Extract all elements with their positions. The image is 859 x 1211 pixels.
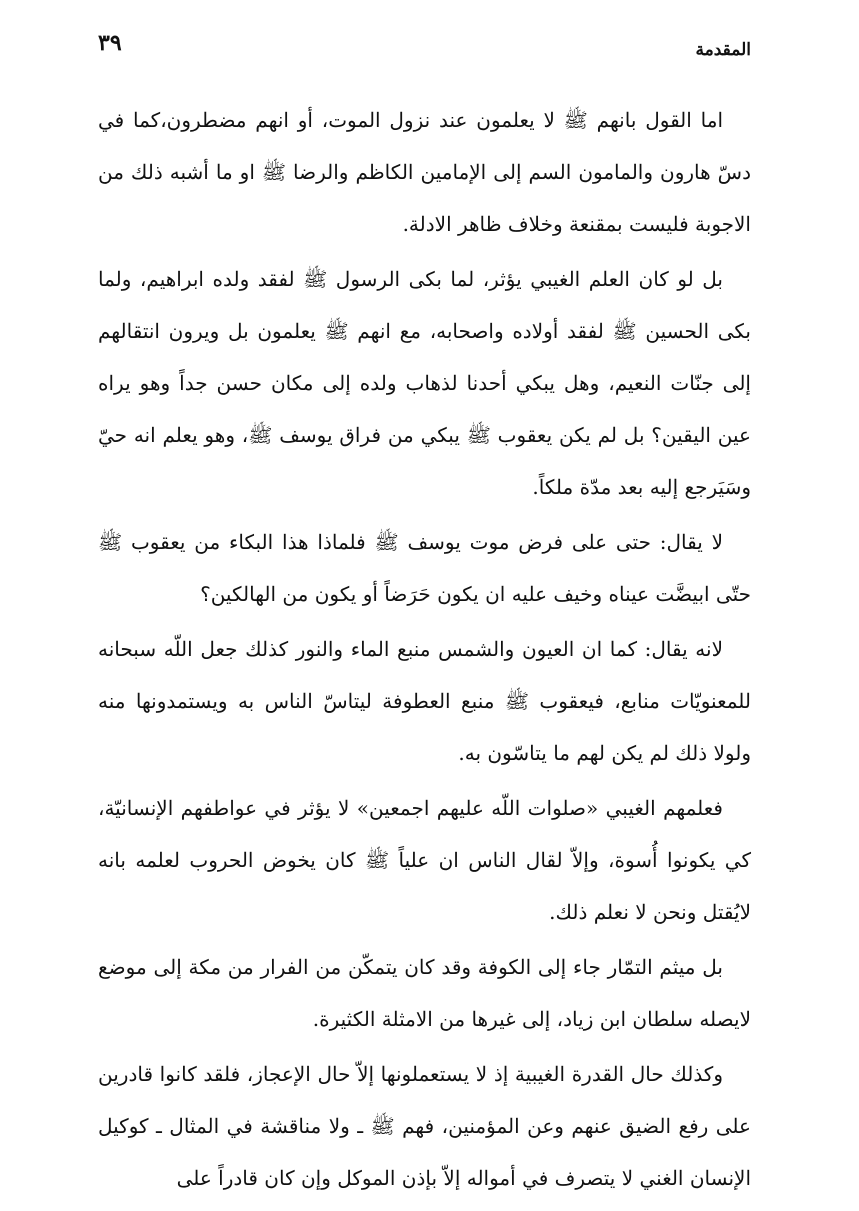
paragraph-5: فعلمهم الغيبي «صلوات اللّه عليهم اجمعين» لا يؤثر في عواطفهم الإنسانيّة، كي يكونوا أُسوة، وإلاّ لقال الناس ان علياً ﷺ كان يخوض الحروب لعلمه بانه لايُقتل ونحن لا نعلم ذلك. <box>98 796 751 924</box>
paragraph-3: لا يقال: حتى على فرض موت يوسف ﷺ فلماذا هذا البكاء من يعقوب ﷺ حتّى ابيضَّت عيناه وخيف عليه ان يكون حَرَضاً أو يكون من الهالكين؟ <box>98 530 751 606</box>
page-header <box>98 30 751 64</box>
running-title: المقدمة <box>695 40 751 60</box>
page-number: ٣٩ <box>98 30 122 56</box>
paragraph-4: لانه يقال: كما ان العيون والشمس منبع الماء والنور كذلك جعل اللّه سبحانه للمعنويّات منابع، فيعقوب ﷺ منبع العطوفة ليتاسّ الناس به ويستمدونها منه ولولا ذلك لم يكن لهم ما يتاسّون به. <box>98 637 751 765</box>
page-body <box>98 94 751 1207</box>
paragraph-6: بل ميثم التمّار جاء إلى الكوفة وقد كان يتمكّن من الفرار من مكة إلى موضع لايصله سلطان ابن زياد، إلى غيرها من الامثلة الكثيرة. <box>98 955 751 1031</box>
paragraph-1: اما القول بانهم ﷺ لا يعلمون عند نزول الموت، أو انهم مضطرون،كما في دسّ هارون والمامون السم إلى الإمامين الكاظم والرضا ﷺ او ما أشبه ذلك من الاجوبة فليست بمقنعة وخلاف ظاهر الادلة. <box>98 108 751 236</box>
paragraph-7: وكذلك حال القدرة الغيبية إذ لا يستعملونها إلاّ حال الإعجاز، فلقد كانوا قادرين على رفع الضيق عنهم وعن المؤمنين، فهم ﷺ ـ ولا مناقشة في المثال ـ كوكيل الإنسان الغني لا يتصرف في أمواله إلاّ بإذن الموكل وإن كان قادراً على <box>98 1062 751 1190</box>
paragraph-2: بل لو كان العلم الغيبي يؤثر، لما بكى الرسول ﷺ لفقد ولده ابراهيم، ولما بكى الحسين ﷺ لفقد أولاده واصحابه، مع انهم ﷺ يعلمون بل ويرون انتقالهم إلى جنّات النعيم، وهل يبكي أحدنا لذهاب ولده إلى مكان حسن جداً وهو يراه عين اليقين؟ بل لم يكن يعقوب ﷺ يبكي من فراق يوسف ﷺ، وهو يعلم انه حيّ وسَيَرجع إليه بعد مدّة ملكاً. <box>98 267 751 499</box>
